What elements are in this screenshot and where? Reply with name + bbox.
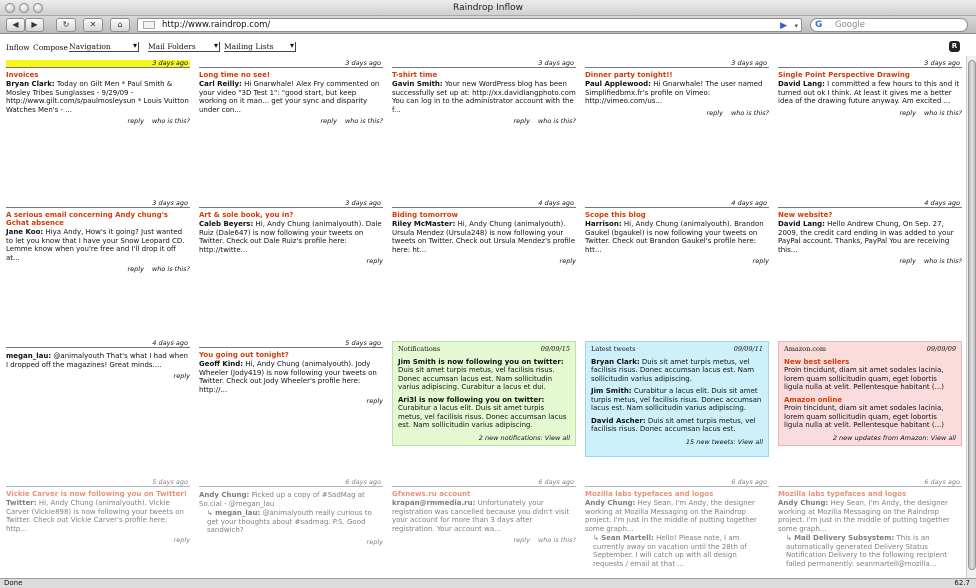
message-date: 3 days ago (392, 60, 576, 68)
reply-link[interactable]: reply (127, 265, 144, 273)
app-navigation (0, 38, 976, 56)
widget-item-sender: Jim Smith is now following you on twitter: (398, 357, 564, 366)
message-date: 6 days ago (392, 479, 576, 487)
message-actions (199, 257, 383, 265)
widget-item-subject[interactable]: New best sellers (784, 357, 850, 366)
message-snippet (6, 80, 190, 114)
message-text: Hello Andrew Chung, On Sep. 27, 2009, the credit card ending in was added to your PayPal account. Thanks, PayPal You are receiving this... (778, 220, 954, 254)
message-date: 5 days ago (199, 340, 383, 348)
reply-text: Hello! Please note, I am currently away on vacation until the 28th of September. I will catch up with all design requests / email at that ... (593, 534, 747, 568)
message-date: 6 days ago (199, 479, 383, 487)
mail-folders-select[interactable] (148, 42, 220, 52)
message-sender[interactable]: megan_lau: (6, 352, 52, 360)
message-subject[interactable]: Long time no see! (199, 71, 271, 79)
widget-item-sender: David Ascher: (591, 416, 646, 425)
widget-item[interactable] (398, 358, 570, 392)
message-date: 3 days ago (585, 60, 769, 68)
message-card[interactable] (6, 60, 190, 125)
nav-compose[interactable]: Compose (33, 43, 68, 52)
widget-item-text: Duis sit amet turpis metus, vel facilisis risus. Donec accumsan lacus est. (591, 416, 756, 433)
widget-title: Latest tweets (591, 345, 636, 353)
message-date: 3 days ago (199, 60, 383, 68)
message-sender[interactable]: Caleb Beyers: (199, 220, 254, 228)
message-sender[interactable]: Twitter: (6, 499, 37, 507)
message-snippet (778, 499, 962, 533)
widget-date: 09/09/11 (733, 345, 763, 353)
message-text: Today on Gilt Men * Paul Smith & Mosley Tribes Sunglasses - 9/29/09 - http://www.gilt.com/s/paulmosleysun * Louis Vuitton Watches Men's - ... (6, 80, 189, 114)
message-text: Hey Sean, I'm Andy, the designer working at Mozilla Messaging on the Raindrop project. I'm just in the middle of putting together some graph... (778, 499, 950, 533)
message-text: Hiya Andy, How's it going? Just wanted to let you know that I have your Snow Leopard CD. Lemme know when you're free and I'll drop it off at... (6, 228, 185, 262)
forward-button[interactable] (25, 18, 44, 32)
message-sender[interactable]: Jane Koo: (6, 228, 44, 236)
message-snippet (778, 220, 962, 254)
thread-reply (593, 534, 769, 568)
back-button[interactable] (6, 18, 25, 32)
message-sender[interactable]: Geoff Kind: (199, 360, 244, 368)
reply-text: @animalyouth really curious to get your thoughts about #sadmag. P.S. Good sandwich? (207, 509, 372, 534)
who-is-this-link[interactable]: who is this? (537, 536, 576, 544)
vertical-scrollbar[interactable] (966, 56, 976, 578)
message-card[interactable] (199, 200, 383, 265)
notifications-widget (392, 341, 576, 446)
mailing-lists-select[interactable] (224, 42, 296, 52)
message-sender[interactable]: Andy Chung: (778, 499, 829, 507)
message-sender[interactable]: David Lang: (778, 80, 825, 88)
message-subject[interactable]: Mozilla labs typefaces and logos (778, 490, 907, 498)
message-actions (585, 257, 769, 265)
widget-item[interactable] (398, 396, 570, 430)
message-card[interactable] (199, 60, 383, 125)
message-subject[interactable]: Gfxnews.ru account (392, 490, 471, 498)
message-date: 3 days ago (199, 200, 383, 208)
message-date: 4 days ago (6, 340, 190, 348)
reply-link[interactable]: reply (706, 108, 723, 117)
widget-item[interactable] (591, 417, 763, 434)
widget-title: Notifications (398, 345, 441, 353)
reply-link[interactable]: reply (366, 537, 383, 546)
message-sender[interactable]: Andy Chung: (199, 491, 250, 499)
message-date: 6 days ago (585, 479, 769, 487)
zoom-window-icon[interactable] (33, 3, 43, 13)
amazon-widget (778, 341, 962, 446)
mail-folders-select-label: Mail Folders (148, 42, 196, 51)
message-card[interactable] (6, 200, 190, 273)
message-snippet (392, 220, 576, 254)
who-is-this-link[interactable]: who is this? (923, 257, 962, 265)
reload-icon: ↻ (62, 20, 70, 29)
address-url: http://www.raindrop.com/ (162, 20, 271, 30)
reply-link[interactable]: reply (899, 257, 916, 265)
message-snippet (392, 499, 576, 533)
reply-text: This is an automatically generated Delivery Status Notification Delivery to the following recipient failed permanently: seanmartell@mozilla... (786, 534, 948, 568)
reply-sender[interactable]: Sean Martell: (601, 534, 654, 542)
window-title: Raindrop Inflow (453, 3, 523, 13)
message-snippet (778, 80, 962, 106)
who-is-this-link[interactable]: who is this? (730, 108, 769, 117)
message-subject[interactable]: Scope this blog (585, 211, 646, 219)
widget-item-sender: Jim Smith: (591, 387, 632, 395)
widget-item-text: Duis sit amet turpis metus, vel facilisis risus. Donec accumsan lacus est. Nam sollicitudin varius adipiscing. Curabitur a lacus et dui. (398, 366, 555, 391)
message-card[interactable] (778, 60, 962, 117)
message-text: Picked up a copy of #SadMag at So.cial - @megan_lau (199, 491, 365, 508)
message-text: Unfortunately your registration was cancelled because you didn't visit your account for more than 3 days after registration. Your account wa... (392, 499, 570, 533)
status-bar (0, 578, 976, 588)
scrollbar-thumb[interactable] (968, 60, 976, 570)
latest-tweets-widget (585, 341, 769, 457)
message-snippet (199, 220, 383, 254)
message-card[interactable] (585, 200, 769, 265)
message-subject[interactable]: T-shirt time (392, 71, 438, 79)
reply-link[interactable]: reply (366, 397, 383, 405)
who-is-this-link[interactable]: who is this? (151, 265, 190, 273)
address-bar[interactable] (137, 18, 802, 32)
widget-item-text: Curabitur a lacus elit. Duis sit amet turpis metus, vel facilisis risus. Donec accumsan lacus est. Nam sollicitudin varius adipiscing. (591, 387, 762, 412)
widget-item-sender: Bryan Clark: (591, 357, 640, 366)
widget-item[interactable] (591, 387, 763, 413)
message-snippet (585, 499, 769, 533)
message-date: 4 days ago (392, 200, 576, 208)
message-card[interactable] (392, 60, 576, 125)
reply-link[interactable]: reply (173, 372, 190, 380)
mailing-lists-select-label: Mailing Lists (224, 42, 274, 51)
message-snippet (392, 80, 576, 114)
message-actions (392, 257, 576, 265)
message-snippet (6, 352, 190, 369)
reply-link[interactable]: reply (173, 536, 190, 544)
message-text: I committed a few hours to this and it turned out ok I think. At least it gives me a better idea of the drawing future anyway. Am excited ... (778, 80, 960, 105)
message-actions (778, 257, 962, 265)
who-is-this-link[interactable]: who is this? (344, 117, 383, 125)
message-date: 6 days ago (778, 479, 962, 487)
message-actions (6, 536, 190, 544)
message-card[interactable] (778, 479, 962, 568)
window-titlebar (0, 0, 976, 16)
view-all-notifications-link[interactable]: 2 new notifications: View all (478, 433, 570, 442)
message-sender[interactable]: krapan@rmmedia.ru: (392, 499, 476, 507)
message-snippet (199, 360, 383, 394)
message-text: @animalyouth That's what I had when I dropped off the magazines! Great minds.... (6, 352, 188, 369)
message-subject[interactable]: Dinner party tonight!! (585, 71, 673, 79)
message-snippet (585, 220, 769, 254)
browser-toolbar (0, 16, 976, 34)
close-window-icon[interactable] (5, 3, 15, 13)
reply-link[interactable]: reply (366, 257, 383, 265)
message-snippet (585, 80, 769, 106)
back-arrow-icon: ◀ (12, 20, 19, 29)
status-right-text: 62.7 (954, 579, 970, 587)
search-engine-icon[interactable]: G (815, 20, 823, 30)
reply-link[interactable]: reply (513, 117, 530, 125)
raindrop-logo-icon[interactable]: R (949, 41, 960, 52)
message-sender[interactable]: Riley McMaster: (392, 220, 456, 228)
message-card[interactable] (392, 200, 576, 265)
message-text: Hi Gnarwhale! Alex Fry commented on your video "3D Test 1": "good start, but keep working on it man... get your sync and disparity under con... (199, 80, 380, 114)
message-date: 3 days ago (6, 60, 190, 68)
reply-arrow-icon: ↳ (786, 534, 795, 542)
url-history-dropdown-icon[interactable]: ▾ (794, 22, 798, 30)
message-date: 3 days ago (6, 200, 190, 208)
message-actions (778, 109, 962, 117)
reply-sender[interactable]: Mail Delivery Subsystem: (794, 534, 895, 542)
message-card[interactable] (199, 340, 383, 405)
reply-link[interactable]: reply (127, 117, 144, 125)
reply-link[interactable]: reply (752, 257, 769, 265)
home-icon: ⌂ (117, 20, 123, 29)
who-is-this-link[interactable]: who is this? (923, 108, 962, 117)
message-card[interactable] (392, 479, 576, 544)
message-card[interactable] (585, 60, 769, 117)
widget-item-subject[interactable]: Amazon online (784, 395, 843, 404)
message-subject[interactable]: Single Point Perspective Drawing (778, 71, 910, 79)
message-date: 3 days ago (778, 60, 962, 68)
message-date: 4 days ago (778, 200, 962, 208)
message-sender[interactable]: Harrison: (585, 220, 622, 228)
widget-date: 09/09/09 (926, 345, 956, 353)
stop-button[interactable] (83, 18, 103, 32)
message-sender[interactable]: Paul Applewood: (585, 80, 651, 88)
message-subject[interactable]: Invoices (6, 71, 39, 79)
reply-arrow-icon: ↳ (593, 534, 602, 542)
search-box[interactable] (810, 18, 968, 32)
who-is-this-link[interactable]: who is this? (537, 117, 576, 125)
reload-button[interactable] (56, 18, 76, 32)
reply-link[interactable]: reply (899, 108, 916, 117)
message-date: 4 days ago (585, 200, 769, 208)
stop-icon: ✕ (89, 20, 97, 29)
nav-inflow[interactable]: Inflow (6, 43, 30, 52)
message-text: Hi, Andy Chung (animalyouth). Ursula Mendez (Ursula248) is now following your tweets on Twitter. Check out Ursula Mendez's profile here: ht... (392, 220, 576, 254)
message-card[interactable] (6, 340, 190, 380)
minimize-window-icon[interactable] (19, 3, 29, 13)
message-subject[interactable]: New website? (778, 211, 833, 219)
message-sender[interactable]: Gavin Smith: (392, 80, 443, 88)
message-actions (199, 397, 383, 405)
search-input: Google (835, 20, 865, 30)
message-text: Hi Gnarwhale! The user named Simplifiedbmx.fr's profile on Vimeo: http://vimeo.com/us... (585, 80, 763, 105)
navigation-select-label: Navigation (69, 42, 111, 51)
message-snippet (199, 80, 383, 114)
message-card[interactable] (199, 479, 383, 546)
view-all-amazon-link[interactable]: 2 new updates from Amazon: View all (832, 433, 956, 442)
reply-link[interactable]: reply (320, 117, 337, 125)
message-text: Hi, Andy Chung (animalyouth). Jody Wheeler (Jody419) is now following your tweets on Twitter. Check out Jody Wheeler's profile here: http://... (199, 360, 377, 394)
widget-item[interactable] (591, 358, 763, 384)
message-card[interactable] (585, 479, 769, 568)
home-button[interactable] (110, 18, 130, 32)
message-text: Hi, Andy Chung (animalyouth). Brandon Gaukel (bgaukel) is now following your tweets on Twitter. Check out Brandon Gaukel's profile here: htt... (585, 220, 764, 254)
widget-item-text: Curabitur a lacus elit. Duis sit amet turpis metus, vel facilisis risus. Donec accumsan lacus est. Nam sollicitudin varius adipiscing. (398, 404, 567, 429)
message-snippet (199, 491, 383, 508)
widget-title: Amazon.com (784, 345, 827, 353)
message-subject[interactable]: Art & sole book, you in? (199, 211, 294, 219)
message-actions (6, 265, 190, 273)
message-subject[interactable]: A serious email concerning Andy chung's Gchat absence (6, 211, 168, 227)
message-actions (6, 117, 190, 125)
go-icon[interactable]: ▶ (780, 21, 787, 31)
message-sender[interactable]: Bryan Clark: (6, 80, 55, 88)
message-card[interactable] (778, 200, 962, 265)
message-actions (6, 372, 190, 380)
message-snippet (6, 499, 190, 533)
widget-item-text: Proin tincidunt, diam sit amet sodales lacinia, lorem quam sollicitudin quam, eget lobortis ligula nulla at velit. Pellentesque habitant (...) (784, 366, 945, 391)
reply-link[interactable]: reply (513, 536, 530, 544)
message-actions (585, 109, 769, 117)
message-text: Hi, Andy Chung (animalyouth). Vickie Carver (Vickie898) is now following your tweets on Twitter. Check out Vickie Carver's profile here: http... (6, 499, 184, 533)
message-actions (199, 538, 383, 546)
forward-arrow-icon: ▶ (31, 20, 38, 29)
message-subject[interactable]: Mozilla labs typefaces and logos (585, 490, 714, 498)
message-actions (392, 117, 576, 125)
message-text: Your new WordPress blog has been successfully set up at: http://xx.davidlangphoto.com You can log in to the administrator account with the f... (392, 80, 576, 114)
thread-reply (786, 534, 962, 568)
page-favicon-icon (143, 21, 155, 29)
message-text: Hey Sean, I'm Andy, the designer working at Mozilla Messaging on the Raindrop project. I'm just in the middle of putting together some graph... (585, 499, 757, 533)
message-actions (199, 117, 383, 125)
view-all-tweets-link[interactable]: 15 new tweets: View all (685, 437, 763, 446)
message-card[interactable] (6, 479, 190, 544)
message-subject[interactable]: Vickie Carver is now following you on Twitter! (6, 490, 188, 498)
widget-item-text: Proin tincidunt, diam sit amet sodales lacinia, lorem quam sollicitudin quam, eget lobortis ligula nulla at velit. Pellentesque habitant (...) (784, 404, 945, 429)
message-text: Hi, Andy Chung (animalyouth). Dale Ruiz (Dale647) is now following your tweets on Twitter. Check out Dale Ruiz's profile here: http://twitte... (199, 220, 382, 254)
message-date: 5 days ago (6, 479, 190, 487)
navigation-select[interactable] (69, 42, 139, 52)
widget-item-text: Duis sit amet turpis metus, vel facilisis risus. Donec accumsan lacus est. Nam sollicitudin varius adipiscing. (591, 357, 755, 383)
message-snippet (6, 228, 190, 262)
widget-date: 09/09/15 (540, 345, 570, 353)
reply-link[interactable]: reply (559, 257, 576, 265)
reply-arrow-icon: ↳ (207, 509, 216, 517)
thread-reply (207, 509, 383, 535)
message-sender[interactable]: Andy Chung: (585, 499, 636, 507)
message-sender[interactable]: Carl Reilly: (199, 80, 242, 88)
message-sender[interactable]: David Lang: (778, 220, 825, 228)
message-actions (392, 536, 576, 544)
widget-item-sender: Ari3l is now following you on twitter: (398, 395, 545, 404)
message-subject[interactable]: Biding tomorrow (392, 211, 459, 219)
status-text: Done (4, 579, 23, 587)
who-is-this-link[interactable]: who is this? (151, 117, 190, 125)
reply-sender[interactable]: megan_lau: (215, 509, 261, 517)
message-subject[interactable]: You going out tonight? (199, 351, 289, 359)
